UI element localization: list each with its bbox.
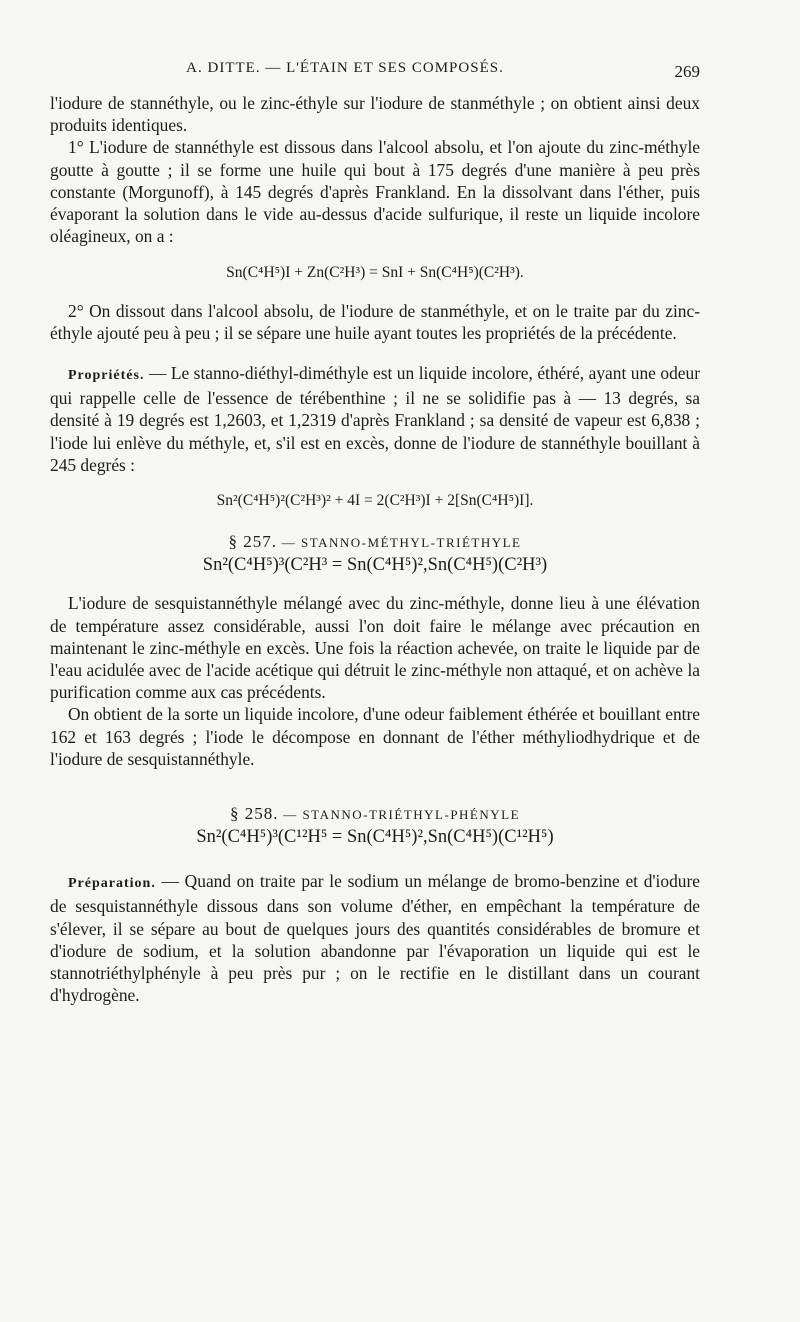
section-title-258: — STANNO-TRIÉTHYL-PHÉNYLE	[278, 807, 521, 823]
page-body	[50, 92, 700, 1007]
section-title-257: — STANNO-MÉTHYL-TRIÉTHYLE	[277, 535, 522, 551]
runin-heading-preparation: Préparation.	[68, 876, 156, 892]
section-heading-258	[50, 804, 700, 824]
paragraph-continuation: l'iodure de stannéthyle, ou le zinc-éthyle sur l'iodure de stanméthyle ; on obtient ainsi deux produits identiques.	[50, 93, 700, 136]
running-head: A. DITTE. — L'ÉTAIN ET SES COMPOSÉS.	[186, 60, 504, 76]
page-number: 269	[674, 62, 700, 81]
formula-synthesis: Sn(C⁴H⁵)I + Zn(C²H³) = SnI + Sn(C⁴H⁵)(C²H³).	[226, 264, 524, 282]
page-header	[50, 60, 700, 86]
paragraph-method-1: 1° L'iodure de stannéthyle est dissous dans l'alcool absolu, et l'on ajoute du zinc-méthyle goutte à goutte ; il se forme une huile qui bout à 175 degrés d'une manière à peu près constante (Morgunoff), à 145 degrés d'après Frankland. En la dissolvant dans l'éther, puis évaporant la solution dans le vide au-dessus d'acide sulfurique, il reste un liquide incolore oléagineux, on a :	[50, 137, 700, 247]
paragraph-proprietes	[50, 362, 700, 476]
runin-heading-proprietes: Propriétés.	[68, 368, 145, 384]
paragraph-method-2: 2° On dissout dans l'alcool absolu, de l'iodure de stanméthyle, et on le traite par du zinc-éthyle ajouté peu à peu ; il se sépare une huile ayant toutes les propriétés de la précédente.	[50, 300, 700, 343]
paragraph-proprietes-text: — Le stanno-diéthyl-diméthyle est un liquide incolore, éthéré, ayant une odeur qui rappelle celle de l'essence de térébenthine ; il ne se solidifie pas à — 13 degrés, sa densité à 19 degrés est 1,2603, et 1,2319 d'après Frankland ; sa densité de vapeur est 6,838 ; l'iode lui enlève du méthyle, et, s'il est en excès, donne de l'iodure de stannéthyle bouillant à 245 degrés :	[50, 363, 700, 475]
section-number-258: § 258.	[229, 804, 279, 824]
formula-iodine-reaction: Sn²(C⁴H⁵)²(C²H³)² + 4I = 2(C²H³)I + 2[Sn(C⁴H⁵)I].	[216, 492, 534, 510]
paragraph-description-257: On obtient de la sorte un liquide incolore, d'une odeur faiblement éthérée et bouillant entre 162 et 163 degrés ; l'iode le décompose en donnant de l'éther méthyliodhydrique et de l'iodure de sesquistannéthyle.	[50, 704, 700, 769]
formula-section-258: Sn²(C⁴H⁵)³(C¹²H⁵ = Sn(C⁴H⁵)²,Sn(C⁴H⁵)(C¹²H⁵)	[196, 827, 554, 848]
paragraph-preparation-257: L'iodure de sesquistannéthyle mélangé avec du zinc-méthyle, donne lieu à une élévation de température assez considérable, aussi l'on doit faire le mélange avec précaution en maintenant le zinc-méthyle en excès. Une fois la réaction achevée, on traite le liquide par de l'eau acidulée avec de l'acide acétique qui détruit le zinc-méthyle non attaqué, et on achève la purification comme aux cas précédents.	[50, 593, 700, 703]
paragraph-preparation-258	[50, 870, 700, 1006]
paragraph-preparation-258-text: — Quand on traite par le sodium un mélange de bromo-benzine et d'iodure de sesquistannéthyle dissous dans son volume d'éther, en empêchant la température de s'élever, il se sépare au bout de quelques jours des quantités considérables de bromure et d'iodure de sodium, et la solution abandonne par l'évaporation un liquide qui est le stannotriéthylphényle à peu près pur ; on le rectifie en le distillant dans un courant d'hydrogène.	[50, 871, 700, 1006]
section-heading-257	[50, 532, 700, 552]
section-number-257: § 257.	[228, 532, 277, 552]
formula-section-257: Sn²(C⁴H⁵)³(C²H³ = Sn(C⁴H⁵)²,Sn(C⁴H⁵)(C²H³)	[202, 555, 548, 576]
